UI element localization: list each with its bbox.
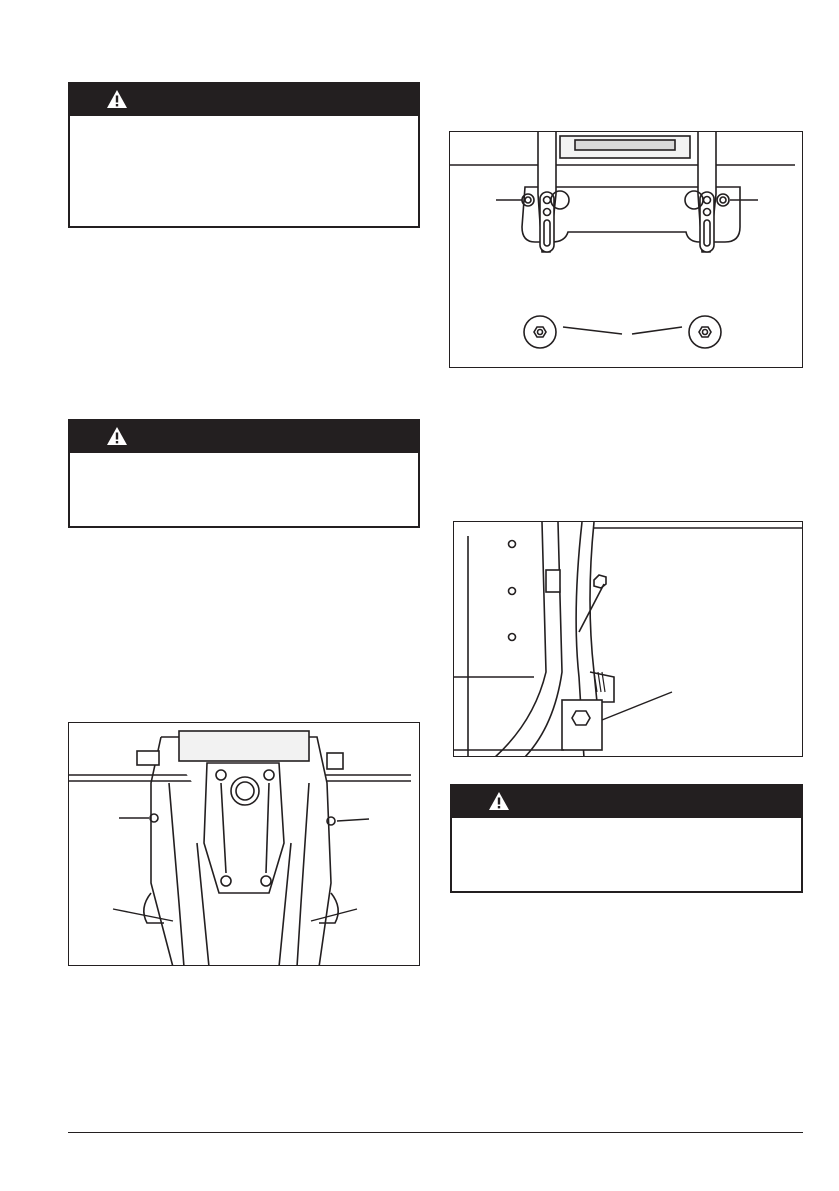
warning-box-3 (450, 784, 803, 893)
warning-triangle-icon (488, 791, 510, 811)
warning-box-1 (68, 82, 420, 228)
figure-frame-mount-brackets (449, 131, 803, 368)
figure-side-view-bracket (453, 521, 803, 757)
figure-gearbox-housing (68, 722, 420, 966)
side-bracket-illustration (454, 522, 803, 757)
warning-header (70, 421, 418, 453)
gearbox-housing-illustration (69, 723, 420, 966)
warning-header (452, 786, 801, 818)
warning-header (70, 84, 418, 116)
footer-rule (68, 1132, 803, 1133)
frame-mount-illustration (450, 132, 803, 368)
warning-triangle-icon (106, 89, 128, 109)
warning-box-2 (68, 419, 420, 528)
warning-triangle-icon (106, 426, 128, 446)
